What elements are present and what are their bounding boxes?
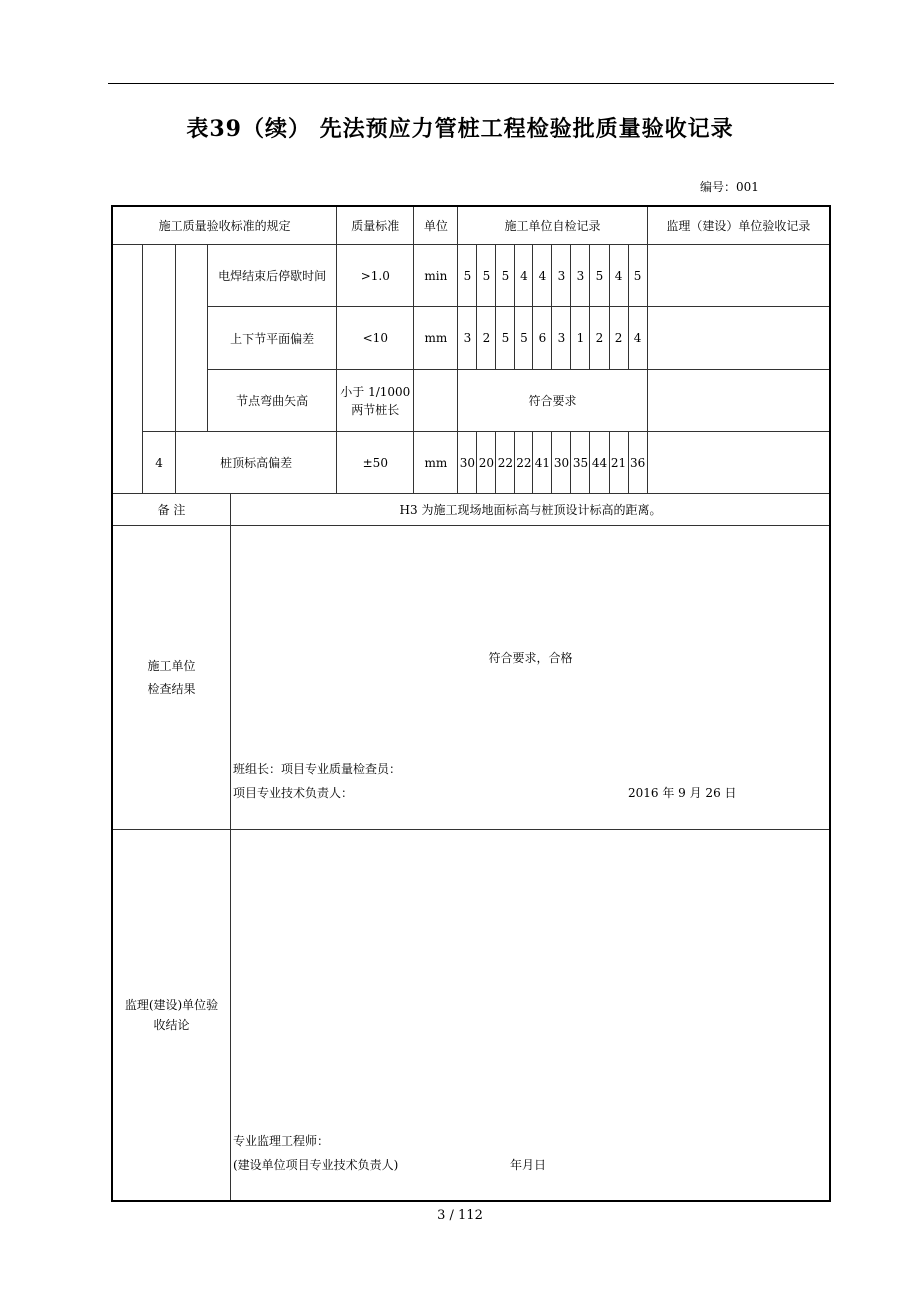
value-cell: 41 [533,432,552,494]
value-cell: 4 [609,245,628,307]
item-unit: mm [414,432,458,494]
supervisor-sign-2: (建设单位项目专业技术负责人) [233,1158,399,1172]
self-check-result: 符合要求 [458,370,647,432]
label-line: 施工单位 [147,658,196,673]
item-number: 4 [143,432,176,494]
standard-line: 小于 1/1000 [340,384,411,399]
contractor-date: 2016 年 9 月 26 日 [628,786,737,800]
value-cell: 5 [590,245,609,307]
value-cell: 22 [496,432,515,494]
item-name: 桩顶标高偏差 [176,432,337,494]
value-cell: 21 [609,432,628,494]
contractor-sign-2: 项目专业技术负责人： [233,786,354,800]
value-cell: 3 [571,245,590,307]
header-unit: 单位 [414,207,458,245]
value-cell: 30 [458,432,477,494]
header-self-check: 施工单位自检记录 [458,207,647,245]
value-cell: 3 [552,245,571,307]
value-cell: 4 [628,307,647,370]
item-standard: <10 [337,307,414,370]
contractor-result: 符合要求，合格 [488,651,573,665]
page-title: 表39（续） 先法预应力管桩工程检验批质量验收记录 [186,116,734,142]
supervisor-sign-1: 专业监理工程师： [233,1134,330,1148]
value-cell: 36 [628,432,647,494]
supervisor-date: 年月日 [510,1158,547,1172]
header-supervisor: 监理（建设）单位验收记录 [647,207,829,245]
value-cell: 35 [571,432,590,494]
header-spec: 施工质量验收标准的规定 [113,207,337,245]
value-cell: 2 [590,307,609,370]
value-cell: 6 [533,307,552,370]
remark-text: H3 为施工现场地面标高与桩顶设计标高的距离。 [231,494,831,526]
value-cell: 5 [477,245,496,307]
label-line: 监理(建设)单位验 [124,998,219,1012]
item-name: 节点弯曲矢高 [208,370,337,432]
value-cell: 2 [609,307,628,370]
item-standard: >1.0 [337,245,414,307]
value-cell: 30 [552,432,571,494]
value-cell: 4 [515,245,533,307]
value-cell: 5 [515,307,533,370]
value-cell: 22 [515,432,533,494]
value-cell: 5 [628,245,647,307]
header-rule [108,83,834,84]
label-line: 检查结果 [147,681,196,696]
remark-label: 备 注 [113,494,231,526]
item-name: 电焊结束后停歇时间 [208,245,337,307]
value-cell: 44 [590,432,609,494]
value-cell: 5 [496,307,515,370]
item-name: 上下节平面偏差 [208,307,337,370]
value-cell: 5 [496,245,515,307]
value-cell: 4 [533,245,552,307]
value-cell: 20 [477,432,496,494]
contractor-sign-1: 班组长：项目专业质量检查员： [233,762,402,776]
standard-line: 两节桩长 [351,402,400,417]
header-standard: 质量标准 [337,207,414,245]
item-unit: min [414,245,458,307]
table-outer-border [111,205,831,1202]
value-cell: 3 [552,307,571,370]
value-cell: 1 [571,307,590,370]
value-cell: 5 [458,245,477,307]
label-line: 收结论 [153,1018,190,1032]
item-standard: ±50 [337,432,414,494]
record-number: 编号：001 [700,180,759,194]
item-unit: mm [414,307,458,370]
value-cell: 2 [477,307,496,370]
value-cell: 3 [458,307,477,370]
page-number: 3 / 112 [437,1208,483,1223]
